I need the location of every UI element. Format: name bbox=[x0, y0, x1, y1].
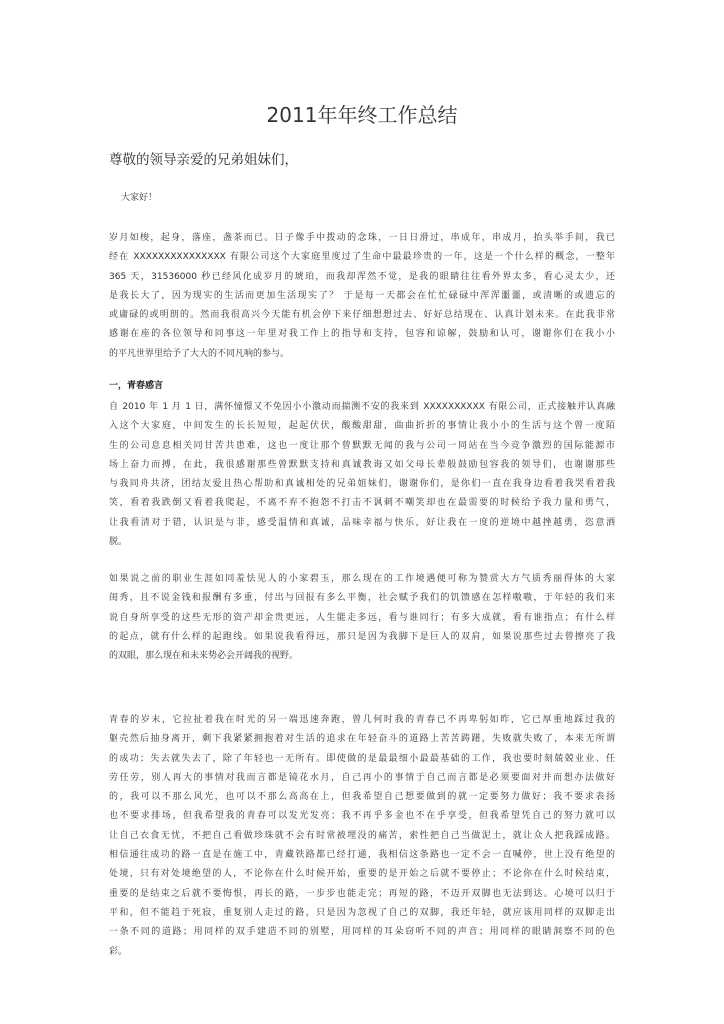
greeting: 大家好！ bbox=[121, 193, 158, 203]
text-line: 说自身所享受的这些无形的资产却金贵更远，人生能走多远，看与谁同行；有多大成就，看有谁指点；有什么样 bbox=[109, 612, 615, 623]
text-line: 躯壳然后抽身离开，剩下我紧紧拥抱着对生活的追求在年轻奋斗的道路上苦苦踌躇，失败就失败了，本来无所谓 bbox=[109, 734, 615, 745]
paragraph-joining bbox=[109, 398, 615, 552]
text-line: 与我同舟共济，团结友爱且热心帮助和真诚相处的兄弟姐妹们，谢谢你们，是你们一直在我身边看着我哭看着我 bbox=[109, 479, 615, 490]
paragraph-youth bbox=[109, 711, 615, 962]
text-line: 让我看清对于错，认识是与非，感受温情和真诚，品味幸福与快乐，好让我在一度的逆境中越挫越勇，恣意洒 bbox=[109, 517, 615, 528]
text-line: 感谢在座的各位领导和同事这一年里对我工作上的指导和支持，包容和谅解，鼓励和认可，谢谢你们在我小小 bbox=[109, 329, 615, 340]
section-heading: 一，青春感言 bbox=[109, 381, 164, 391]
paragraph-intro bbox=[109, 229, 615, 364]
text-line: 的，我可以不那么风光，也可以不那么高高在上，但我希望自己想要做到的就一定要努力做好；我不要求表扬 bbox=[109, 792, 615, 803]
text-line: 场上奋力而搏，在此，我很感谢那些曾默默支持和真诚教诲又如父母长辈般鼓励包容我的领导们，也谢谢那些 bbox=[109, 459, 615, 470]
text-line: 相信通往成功的路一直是在施工中，青藏铁路都已经打通，我相信这条路也一定不会一直喊停，世上没有绝望的 bbox=[109, 850, 615, 861]
text-line: 也不要求排场，但我希望我的青春可以发光发亮；我不再乎多金也不在乎享受，但我希望凭自己的努力就可以 bbox=[109, 811, 615, 822]
text-line: 是我长大了，因为现实的生活而更加生活现实了？ 于是每一天都会在忙忙碌碌中浑浑噩噩，或清晰的或遗忘的 bbox=[109, 290, 615, 301]
text-line: 生的公司息息相关同甘苦共患难，这也一度让那个曾默默无闻的我与公司一同站在当今竞争激烈的国际能源市 bbox=[109, 440, 615, 451]
text-line: 自 2010 年 1 月 1 日，满怀憧憬又不免因小小激动而揣测不安的我来到 XXXXXXXXXX 有限公司，正式接触并认真融 bbox=[109, 402, 615, 412]
document-title: 2011年年终工作总结 bbox=[266, 103, 458, 127]
text-line: 的双眼，那么现在和未来势必会开阔我的视野。 bbox=[109, 651, 299, 662]
text-line: 的成功；失去就失去了，除了年轻也一无所有。即使做的是最最细小最最基础的工作，我也要时刻兢兢业业、任 bbox=[109, 753, 615, 764]
text-line: 重要的是结束之后就不要悔恨，再长的路，一步步也能走完；再短的路，不迈开双脚也无法到达。心境可以归于 bbox=[109, 888, 615, 899]
text-line: 笑，看着我跌倒又看着我爬起，不离不弃不抱怨不打击不讽刺不嘲笑却也在最需要的时候给予我力量和勇气， bbox=[109, 498, 615, 509]
text-line: 一条不同的道路；用同样的双手建造不同的别墅，用同样的耳朵窃听不同的声音；用同样的眼睛洞察不同的色 bbox=[109, 927, 615, 938]
text-line: 闺秀，且不说金钱和报酬有多重，付出与回报有多么平衡，社会赋予我们的饥馈感在怎样嗷嗷，于年轻的我们来 bbox=[109, 593, 615, 604]
text-line: 让自己衣食无忧，不把自己看做珍珠就不会有时常被埋没的痛苦，索性把自己当做泥土，就让众人把我踩成路。 bbox=[109, 830, 615, 841]
text-line: 365 天，31536000 秒已经风化成岁月的琥珀，而我却浑然不觉，是我的眼睛往往看外界太多，看心灵太少，还 bbox=[109, 271, 615, 282]
text-line: 劳任劳，别人再大的事情对我而言都是镜花水月，自己再小的事情于自己而言都是必须要面对并而想办法做好 bbox=[109, 772, 615, 783]
text-line: 经在 XXXXXXXXXXXXXXX 有限公司这个大家庭里度过了生命中最最珍贵的一年，这是一个什么样的概念，一整年 bbox=[109, 252, 615, 263]
text-line: 脱。 bbox=[109, 537, 128, 548]
text-line: 青春的岁末，它拉扯着我在时光的另一端迅速奔跑，曾几何时我的青春已不再卑躬如昨，它已厚重地踩过我的 bbox=[109, 715, 615, 725]
text-line: 如果说之前的职业生涯如同羞怯见人的小家碧玉，那么现在的工作境遇便可称为赞赏大方气质秀丽得体的大家 bbox=[109, 574, 615, 584]
text-line: 的起点，就有什么样的起跑线。如果说我看得远，那只是因为我脚下是巨人的双肩，如果说那些过去曾擦亮了我 bbox=[109, 631, 615, 642]
paragraph-career bbox=[109, 570, 615, 666]
text-line: 处境，只有对处境绝望的人，不论你在什么时候开始，重要的是开始之后就不要停止；不论你在什么时候结束， bbox=[109, 869, 615, 880]
salutation: 尊敬的领导亲爱的兄弟姐妹们， bbox=[109, 152, 298, 168]
text-line: 的平凡世界里给予了大大的不同凡响的参与。 bbox=[109, 348, 290, 359]
text-line: 彩。 bbox=[109, 946, 128, 957]
text-line: 岁月如梭，起身，落座，盏茶而已。日子像手中拨动的念珠，一日日滑过，串成年，串成月，抬头举手间，我已 bbox=[109, 233, 615, 243]
text-line: 或庸碌的或明朗的。然而我很高兴今天能有机会停下来仔细想想过去、好好总结现在、认真计划未来。在此我非常 bbox=[109, 310, 615, 321]
text-line: 平和，但不能趋于死寂，重复别人走过的路，只是因为忽视了自己的双脚，我还年轻，就应该用同样的双脚走出 bbox=[109, 907, 615, 918]
text-line: 入这个大家庭，中间发生的长长短短，起起伏伏，酸酸甜甜，曲曲折折的事情让我小小的生活与这个曾一度陌 bbox=[109, 421, 615, 432]
